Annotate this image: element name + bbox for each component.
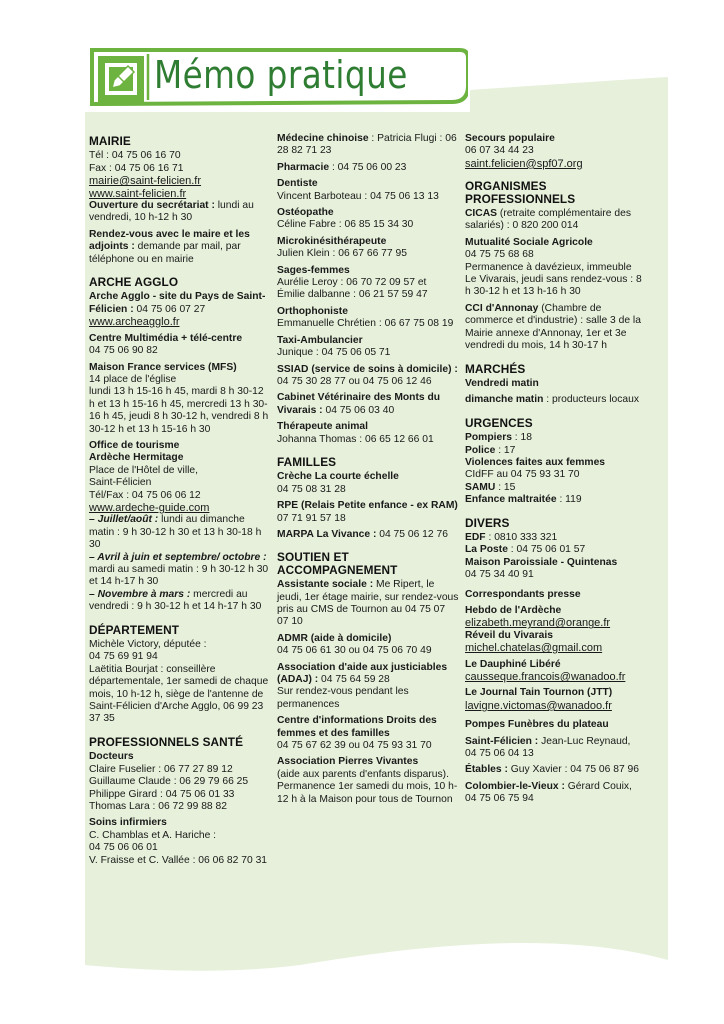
office-tourisme-label: Office de tourisme Ardèche Hermitage	[89, 439, 184, 464]
taxi-label: Taxi-Ambulancier	[277, 334, 363, 346]
reveil-label: Réveil du Vivarais	[465, 629, 553, 641]
column-middle	[277, 133, 459, 806]
violences-label: Violences faites aux femmes	[465, 456, 606, 468]
office-tourisme-text: Place de l'Hôtel de ville, Saint-Félicien Tél/Fax : 04 75 06 06 12	[89, 464, 201, 501]
column-right	[465, 133, 643, 806]
dimanche-matin-text: : producteurs locaux	[543, 394, 639, 406]
maison-paroissiale-label: Maison Paroissiale - Quintenas	[465, 556, 618, 568]
docteurs-list: Claire Fuselier : 06 77 27 89 12 Guillaume Claude : 06 29 79 66 25 Philippe Girard : 04 75 06 01 33 Thomas Lara : 06 72 99 88 82	[89, 763, 249, 812]
pharmacie-label: Pharmacie	[277, 161, 330, 173]
kine-label: Microkinésithérapeute	[277, 235, 387, 247]
mfs-label: Maison France services (MFS)	[89, 361, 237, 373]
soins-label: Soins infirmiers	[89, 817, 167, 829]
enfance-label: Enfance maltraitée	[465, 494, 557, 506]
spring-label: – Avril à juin et septembre/ octobre :	[89, 551, 267, 563]
veto-text: 04 75 06 03 40	[322, 404, 395, 416]
sagesfemmes-label: Sages-femmes	[277, 264, 350, 276]
animal-text: Johanna Thomas : 06 65 12 66 01	[277, 433, 434, 445]
mairie-tel: Tél : 04 75 06 16 70	[89, 150, 181, 162]
hebdo-email-link[interactable]: elizabeth.meyrand@orange.fr	[465, 617, 611, 630]
soins-text: C. Chamblas et A. Hariche : 04 75 06 06 01 V. Fraisse et C. Vallée : 06 06 82 70 31	[89, 829, 268, 866]
kine-text: Julien Klein : 06 67 66 77 95	[277, 248, 407, 260]
assistante-sociale-label: Assistante sociale :	[277, 579, 374, 591]
adaj-text: 04 75 64 59 28 Sur rendez-vous pendant les permanences	[277, 674, 409, 710]
section-heading-organismes: ORGANISMES PROFESSIONNELS	[465, 179, 576, 206]
ouverture-text: lundi au vendredi, 10 h-12 h 30	[89, 200, 254, 224]
docteurs-label: Docteurs	[89, 751, 134, 763]
dentiste-label: Dentiste	[277, 178, 318, 190]
reveil-email-link[interactable]: michel.chatelas@gmail.com	[465, 642, 603, 655]
spring-text: mardi au samedi matin : 9 h 30-12 h 30 et 14 h-17 h 30	[89, 564, 269, 588]
secours-text: 06 07 34 44 23	[465, 145, 534, 157]
medchin-text: : Patricia Flugi : 06 28 82 71 23	[277, 133, 457, 157]
winter-label: – Novembre à mars :	[89, 588, 191, 600]
poste-text: : 04 75 06 01 57	[507, 544, 586, 556]
cci-label: CCI d'Annonay	[465, 302, 539, 314]
arche-site-label: Arche Agglo - site du Pays de Saint-Félicien :	[89, 291, 266, 315]
rpe-label: RPE (Relais Petite enfance - ex RAM)	[277, 500, 458, 512]
saint-felicien-text: Jean-Luc Reynaud, 04 75 06 04 13	[465, 735, 631, 760]
rpe-text: 07 71 91 57 18	[277, 512, 346, 524]
edf-label: EDF	[465, 531, 486, 543]
pompiers-label: Pompiers	[465, 432, 512, 444]
enfance-text: : 119	[556, 494, 582, 506]
pompiers-text: : 18	[511, 432, 532, 444]
jtt-label: Le Journal Tain Tournon (JTT)	[465, 687, 613, 699]
section-heading-urgences: URGENCES	[465, 415, 533, 430]
section-heading-familles: FAMILLES	[277, 454, 337, 469]
samu-label: SAMU	[465, 481, 496, 493]
dentiste-text: Vincent Barboteau : 04 75 06 13 13	[277, 190, 439, 202]
marpa-text: 04 75 06 12 76	[376, 528, 448, 540]
mfs-text: 14 place de l'église lundi 13 h 15-16 h 45, mardi 8 h 30-12 h et 13 h 15-16 h 45, mercredi 13 h 30-16 h 45, jeudi 8 h 30-12 h, vendredi 8 h 30-12 h et 13 h 15-16 h 30	[89, 373, 269, 435]
admr-label: ADMR (aide à domicile)	[277, 632, 392, 644]
ortho-text: Emmanuelle Chrétien : 06 67 75 08 19	[277, 318, 454, 330]
section-heading-divers: DIVERS	[465, 515, 510, 530]
secours-email-link[interactable]: saint.felicien@spf07.org	[465, 157, 583, 170]
presse-label: Correspondants presse	[465, 588, 581, 600]
conseillere-text: Laëtitia Bourjat : conseillère départementale, 1er samedi de chaque mois, 10 h-12 h, siège de l'antenne de Saint-Félicien d'Arche Agglo, 06 99 23 37 35	[89, 663, 269, 725]
cidf-text: 04 75 67 62 39 ou 04 75 93 31 70	[277, 740, 432, 752]
etables-label: Étables :	[465, 764, 508, 776]
cidf-label: Centre d'informations Droits des femmes et des familles	[277, 715, 437, 739]
colombier-label: Colombier-le-Vieux :	[465, 780, 565, 792]
police-text: : 17	[495, 444, 516, 456]
colombier-text: Gérard Couix, 04 75 06 75 94	[465, 780, 632, 805]
pompes-funebres-label: Pompes Funèbres du plateau	[465, 719, 609, 731]
section-heading-mairie: MAIRIE	[89, 134, 131, 148]
taxi-text: Junique : 04 75 06 05 71	[277, 347, 391, 359]
sagesfemmes-text: Aurélie Leroy : 06 70 72 09 57 et Émilie dalbanne : 06 21 57 59 47	[277, 277, 428, 301]
assistante-sociale-text: Me Ripert, le jeudi, 1er étage mairie, sur rendez-vous pris au CMS de Tournon au 04 75 07 07 10	[277, 579, 459, 628]
msa-text: 04 75 75 68 68 Permanence à davézieux, immeuble Le Vivarais, jeudi sans rendez-vous : 8 h 30-12 h et 13 h-16 h 30	[465, 249, 642, 298]
apv-label: Association Pierres Vivantes	[277, 756, 419, 768]
creche-label: Crèche La courte échelle	[277, 471, 399, 483]
page-title: Mémo pratique	[154, 53, 408, 97]
medchin-label: Médecine chinoise	[277, 133, 369, 144]
edf-text: : 0810 333 321	[485, 531, 558, 543]
apv-text: (aide aux parents d'enfants disparus). Permanence 1er samedi du mois, 10 h-12 h à la Maison pour tous de Tournon	[277, 768, 458, 805]
ssiad-label: SSIAD (service de soins à domicile) :	[277, 363, 458, 375]
ardeche-guide-link[interactable]: www.ardeche-guide.com	[89, 501, 210, 514]
dauphine-label: Le Dauphiné Libéré	[465, 658, 561, 670]
column-left	[89, 133, 269, 867]
section-heading-arche: ARCHE AGGLO	[89, 275, 179, 290]
admr-text: 04 75 06 61 30 ou 04 75 06 70 49	[277, 645, 432, 657]
veto-label: Cabinet Vétérinaire des Monts du Vivarais :	[277, 392, 441, 416]
adaj-label: Association d'aide aux justiciables (ADAJ) :	[277, 661, 448, 686]
rdv-text: demande par mail, par téléphone ou en mairie	[89, 241, 241, 265]
section-heading-departement: DÉPARTEMENT	[89, 622, 180, 637]
section-heading-marches: MARCHÉS	[465, 361, 526, 376]
msa-label: Mutualité Sociale Agricole	[465, 236, 593, 248]
rdv-label: Rendez-vous avec le maire et les adjoints :	[89, 228, 250, 253]
osteo-text: Céline Fabre : 06 85 15 34 30	[277, 219, 414, 231]
jtt-email-link[interactable]: lavigne.victomas@wanadoo.fr	[465, 699, 612, 712]
summer-text: lundi au dimanche matin : 9 h 30-12 h 30 et 13 h 30-18 h 30	[89, 514, 262, 551]
cci-text: (Chambre de commerce et d'industrie) : salle 3 de la Mairie annexe d'Annonay, 1er et 3e vendredi du mois, 14 h 30-17 h	[465, 302, 641, 352]
cicas-label: CICAS	[465, 208, 498, 220]
arche-site-tel: 04 75 06 07 27	[133, 303, 206, 315]
violences-text: CIdFF au 04 75 93 31 70	[465, 469, 580, 481]
pencil-note-icon	[98, 56, 144, 102]
mairie-email-link[interactable]: mairie@saint-felicien.fr	[89, 175, 202, 188]
centre-multimedia-label: Centre Multimédia + télé-centre	[89, 332, 243, 344]
creche-text: 04 75 08 31 28	[277, 483, 346, 495]
secours-label: Secours populaire	[465, 133, 555, 144]
winter-text: mercredi au vendredi : 9 h 30-12 h et 14 h-17 h 30	[89, 588, 262, 613]
deputee-text: Michèle Victory, députée : 04 75 69 91 94	[89, 639, 207, 663]
arche-website-link[interactable]: www.archeagglo.fr	[89, 316, 180, 329]
maison-paroissiale-text: 04 75 34 40 91	[465, 569, 534, 581]
hebdo-label: Hebdo de l'Ardèche	[465, 605, 562, 616]
animal-label: Thérapeute animal	[277, 421, 368, 433]
dauphine-email-link[interactable]: causseque.francois@wanadoo.fr	[465, 671, 626, 684]
section-heading-soutien: SOUTIEN ET ACCOMPAGNEMENT	[277, 550, 398, 577]
marpa-label: MARPA La Vivance :	[277, 528, 377, 540]
poste-label: La Poste	[465, 544, 508, 556]
saint-felicien-label: Saint-Félicien :	[465, 735, 539, 747]
section-heading-sante: PROFESSIONNELS SANTÉ	[89, 734, 244, 749]
pharmacie-text: : 04 75 06 00 23	[329, 161, 407, 173]
centre-multimedia-tel: 04 75 06 90 82	[89, 345, 158, 357]
ssiad-text: 04 75 30 28 77 ou 04 75 06 12 46	[277, 375, 432, 387]
ortho-label: Orthophoniste	[277, 305, 348, 317]
dimanche-matin-label: dimanche matin	[465, 394, 544, 406]
cicas-text: (retraite complémentaire des salariés) : 0 820 200 014	[465, 208, 631, 232]
police-label: Police	[465, 444, 496, 456]
osteo-label: Ostéopathe	[277, 207, 334, 219]
etables-text: Guy Xavier : 04 75 06 87 96	[507, 764, 640, 776]
samu-text: : 15	[495, 481, 516, 493]
vendredi-matin-label: Vendredi matin	[465, 377, 539, 389]
mairie-fax: Fax : 04 75 06 16 71	[89, 162, 184, 174]
summer-label: – Juillet/août :	[89, 514, 159, 526]
ouverture-label: Ouverture du secrétariat :	[89, 200, 215, 212]
mairie-website-link[interactable]: www.saint-felicien.fr	[89, 187, 187, 200]
